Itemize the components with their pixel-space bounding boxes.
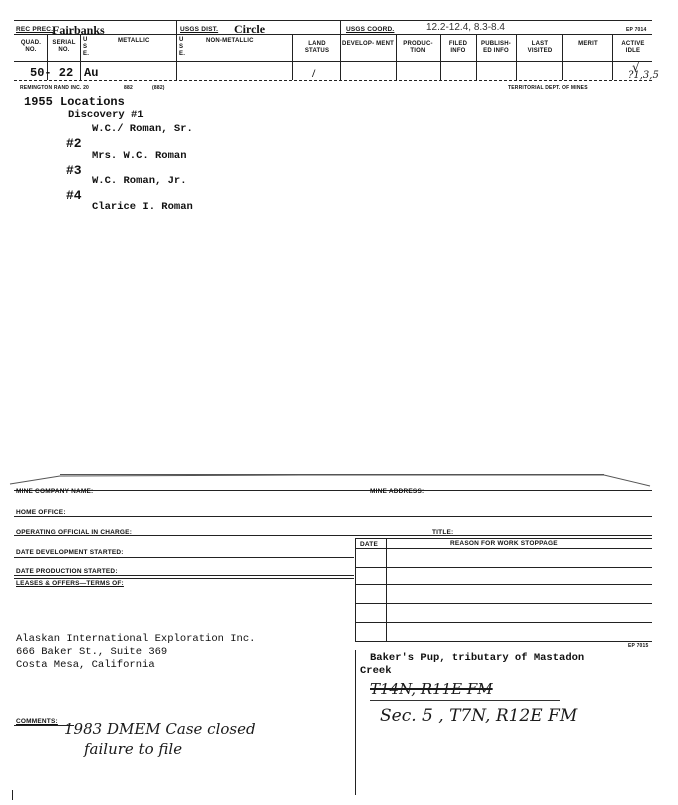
col-u-2: U <box>179 37 184 43</box>
comments-label: COMMENTS: <box>16 718 58 725</box>
active-idle-code: ?1,3,5 <box>628 70 659 81</box>
col-divider <box>340 34 341 80</box>
stoppage-head <box>356 548 652 549</box>
colhead-rule <box>14 61 652 62</box>
land-status-value: / <box>312 66 316 80</box>
col-non-metallic: NON-METALLIC <box>206 38 254 44</box>
col-divider <box>176 34 177 80</box>
mine-address-label: MINE ADDRESS: <box>370 488 425 495</box>
location-note-line-2: Creek <box>360 665 392 677</box>
location-name-2: Mrs. W.C. Roman <box>92 150 187 162</box>
quad-serial-value: 50- 22 <box>30 66 74 80</box>
location-note-line-1: Baker's Pup, tributary of Mastadon <box>370 652 585 664</box>
date-col-label: DATE <box>360 541 379 548</box>
location-name-4: Clarice I. Roman <box>92 201 193 213</box>
usgs-dist-value: Circle <box>234 22 266 36</box>
col-divider <box>516 34 517 80</box>
col-divider <box>292 34 293 80</box>
row-rule <box>14 80 652 81</box>
form-rule <box>14 516 652 517</box>
title-label: TITLE: <box>432 529 454 536</box>
col-divider <box>562 34 563 80</box>
col-divider <box>476 34 477 80</box>
col-e-2: E. <box>179 51 186 57</box>
stoppage-left <box>355 538 356 642</box>
usgs-coord-value: 12.2-12.4, 8.3-8.4 <box>426 22 505 33</box>
col-divider <box>80 34 81 80</box>
col-published-info: PUBLISH- ED INFO <box>481 41 511 54</box>
location-marker-3: #3 <box>66 163 82 178</box>
imprint-left: REMINGTON RAND INC. 20 <box>20 85 90 91</box>
location-name-3: W.C. Roman, Jr. <box>92 175 187 187</box>
form-rule <box>14 490 652 491</box>
metallic-value: Au <box>84 66 99 80</box>
active-idle-mark: √ <box>632 60 640 74</box>
col-merit: MERIT <box>578 41 598 47</box>
header-divider <box>340 20 341 34</box>
company-line-1: Alaskan International Exploration Inc. <box>16 633 256 645</box>
location-marker-1: Discovery #1 <box>68 109 144 121</box>
comments-line-2: failure to file <box>84 740 183 758</box>
leases-label: LEASES & OFFERS—TERMS OF: <box>16 580 124 587</box>
header-divider <box>176 20 177 34</box>
col-u: U <box>83 37 88 43</box>
stoppage-row <box>356 622 652 623</box>
location-marker-2: #2 <box>66 136 82 151</box>
rec-prec-value: Fairbanks <box>52 23 105 37</box>
col-e: E. <box>83 51 90 57</box>
col-quad-no: QUAD. NO. <box>20 40 42 53</box>
locations-heading: 1955 Locations <box>24 95 125 109</box>
form-rule <box>14 557 354 558</box>
col-s: S <box>83 44 88 50</box>
rec-prec-label: REC PREC. <box>16 26 54 33</box>
col-divider <box>396 34 397 80</box>
operating-official-label: OPERATING OFFICIAL IN CHARGE: <box>16 529 133 536</box>
col-serial-no: SERIAL NO. <box>52 40 76 53</box>
col-s-2: S <box>179 44 184 50</box>
col-divider <box>612 34 613 80</box>
company-line-2: 666 Baker St., Suite 369 <box>16 646 168 658</box>
stoppage-row <box>356 641 652 642</box>
torn-edge <box>0 472 678 492</box>
header-rule <box>14 34 652 35</box>
form-rule <box>14 578 354 579</box>
stoppage-left-lower <box>355 650 356 795</box>
mine-company-name-label: MINE COMPANY NAME: <box>16 488 94 495</box>
usgs-coord-label: USGS COORD. <box>346 26 395 33</box>
date-development-label: DATE DEVELOPMENT STARTED: <box>16 549 124 556</box>
form-rule <box>14 575 354 576</box>
imprint-right: TERRITORIAL DEPT. OF MINES <box>508 85 588 91</box>
col-last-visited: LAST VISITED <box>527 41 553 54</box>
col-active-idle: ACTIVE IDLE <box>621 41 645 54</box>
stoppage-top <box>356 538 652 539</box>
col-development: DEVELOP- MENT <box>342 41 394 47</box>
location-handwritten: Sec. 5 , T7N, R12E FM <box>380 706 578 726</box>
imprint-code1: 882 <box>124 85 133 91</box>
location-name-1: W.C./ Roman, Sr. <box>92 123 193 135</box>
stoppage-row <box>356 584 652 585</box>
struck-underline <box>370 700 560 701</box>
date-production-label: DATE PRODUCTION STARTED: <box>16 568 118 575</box>
col-filed-info: FILED INFO <box>448 41 468 54</box>
col-land-status: LAND STATUS <box>304 41 330 54</box>
home-office-label: HOME OFFICE: <box>16 509 66 516</box>
imprint-code2: (882) <box>152 85 165 91</box>
stoppage-row <box>356 567 652 568</box>
location-marker-4: #4 <box>66 188 82 203</box>
reason-col-label: REASON FOR WORK STOPPAGE <box>450 540 558 547</box>
form-number-bottom: EP 7015 <box>628 643 649 649</box>
stoppage-row <box>356 603 652 604</box>
location-struck: T14N, R11E FM <box>370 680 493 698</box>
left-edge-mark <box>12 790 13 800</box>
form-number-top: EP 7014 <box>626 27 647 33</box>
stoppage-date-divider <box>386 538 387 642</box>
col-production: PRODUC- TION <box>403 41 433 54</box>
col-divider <box>440 34 441 80</box>
usgs-dist-label: USGS DIST. <box>180 26 219 33</box>
top-rule <box>14 20 652 21</box>
comments-line-1: 1983 DMEM Case closed <box>64 720 256 738</box>
col-metallic: METALLIC <box>118 38 150 44</box>
company-line-3: Costa Mesa, California <box>16 659 155 671</box>
